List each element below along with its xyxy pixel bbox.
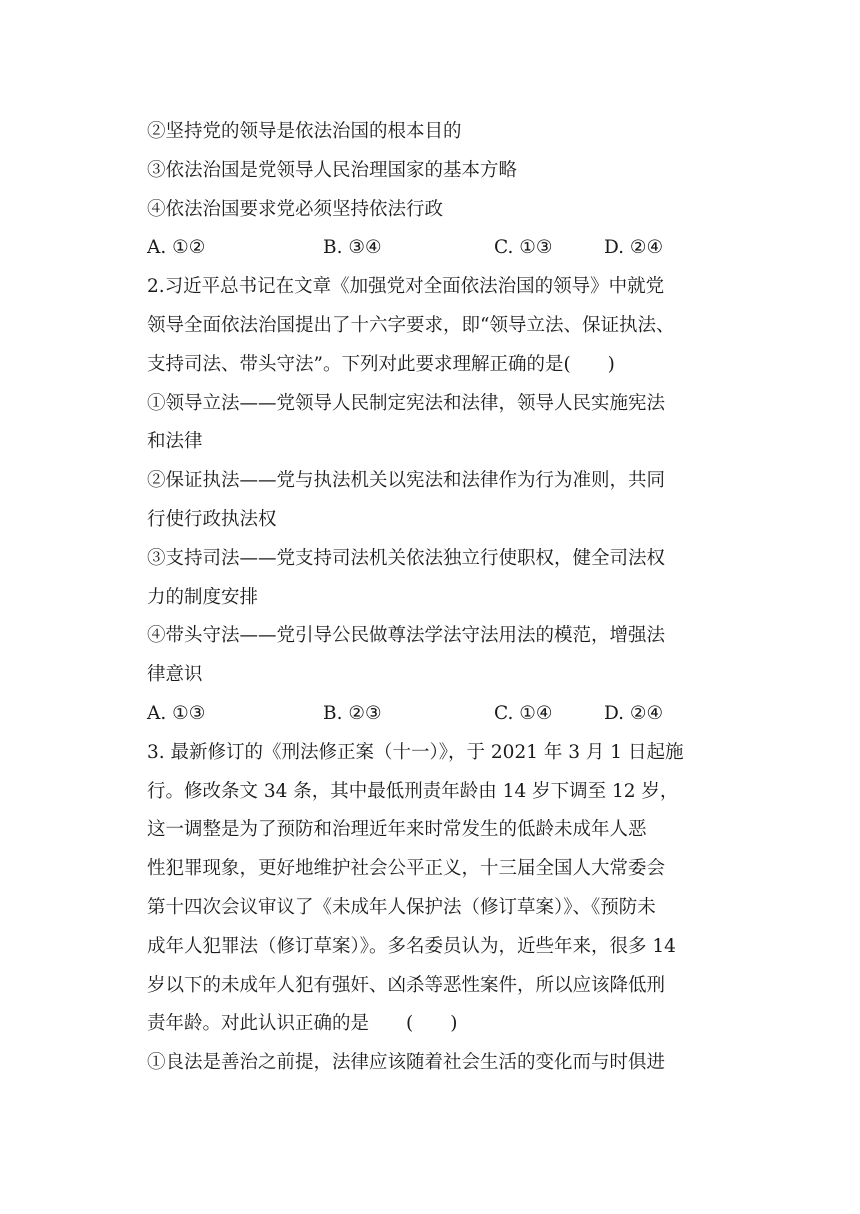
q3-stem-line: 责年龄。对此认识正确的是 ( ) [147,1013,458,1035]
q3-stem-line: 成年人犯罪法（修订草案）》。多名委员认为，近些年来，很多 14 [147,935,676,957]
question-content [147,113,717,1083]
q3-stem-line: 行。修改条文 34 条，其中最低刑责年龄由 14 岁下调至 12 岁， [147,780,679,802]
q2-stem-line: 支持司法、带头守法”。下列对此要求理解正确的是( ) [147,353,615,375]
q3-stem-line: 性犯罪现象，更好地维护社会公平正义，十三届全国人大常委会 [147,858,666,880]
q2-item-1: ①领导立法——党领导人民制定宪法和法律，领导人民实施宪法 [147,392,666,414]
q1-options [147,229,717,268]
q3-stem-line: 第十四次会议审议了《未成年人保护法（修订草案）》、《预防未 [147,896,656,918]
q1-item-3: ③依法治国是党领导人民治理国家的基本方略 [147,159,518,181]
q2-option-d: D. ②④ [604,702,664,724]
q2-item-2: ②保证执法——党与执法机关以宪法和法律作为行为准则，共同 [147,470,666,492]
q3-stem-line: 这一调整是为了预防和治理近年来时常发生的低龄未成年人恶 [147,819,647,841]
q1-option-d: D. ②④ [604,237,664,259]
q2-item-1-cont: 和法律 [147,431,203,453]
q1-item-2: ②坚持党的领导是依法治国的根本目的 [147,121,462,142]
q3-item-1: ①良法是善治之前提，法律应该随着社会生活的变化而与时俱进 [147,1052,666,1074]
q3-stem-line: 3. 最新修订的《刑法修正案（十一）》，于 2021 年 3 月 1 日起施 [147,741,684,763]
q2-stem-line: 2.习近平总书记在文章《加强党对全面依法治国的领导》中就党 [147,276,665,298]
q2-item-2-cont: 行使行政执法权 [147,508,277,530]
q3-stem-line: 岁以下的未成年人犯有强奸、凶杀等恶性案件，所以应该降低刑 [147,974,666,996]
q2-item-3: ③支持司法——党支持司法机关依法独立行使职权，健全司法权 [147,547,666,569]
q1-item-4: ④依法治国要求党必须坚持依法行政 [147,198,444,220]
q1-option-b: B. ③④ [323,237,382,259]
q1-option-c: C. ①③ [494,237,553,259]
q2-item-4-cont: 律意识 [147,664,203,686]
q2-item-3-cont: 力的制度安排 [147,586,259,608]
q2-options [147,695,717,734]
q2-stem-line: 领导全面依法治国提出了十六字要求，即“领导立法、保证执法、 [147,314,675,336]
q2-option-c: C. ①④ [494,702,553,724]
q1-option-a: A. ①② [147,237,206,259]
q2-item-4: ④带头守法——党引导公民做尊法学法守法用法的模范，增强法 [147,625,666,647]
q2-option-b: B. ②③ [323,702,382,724]
q2-option-a: A. ①③ [147,702,206,724]
